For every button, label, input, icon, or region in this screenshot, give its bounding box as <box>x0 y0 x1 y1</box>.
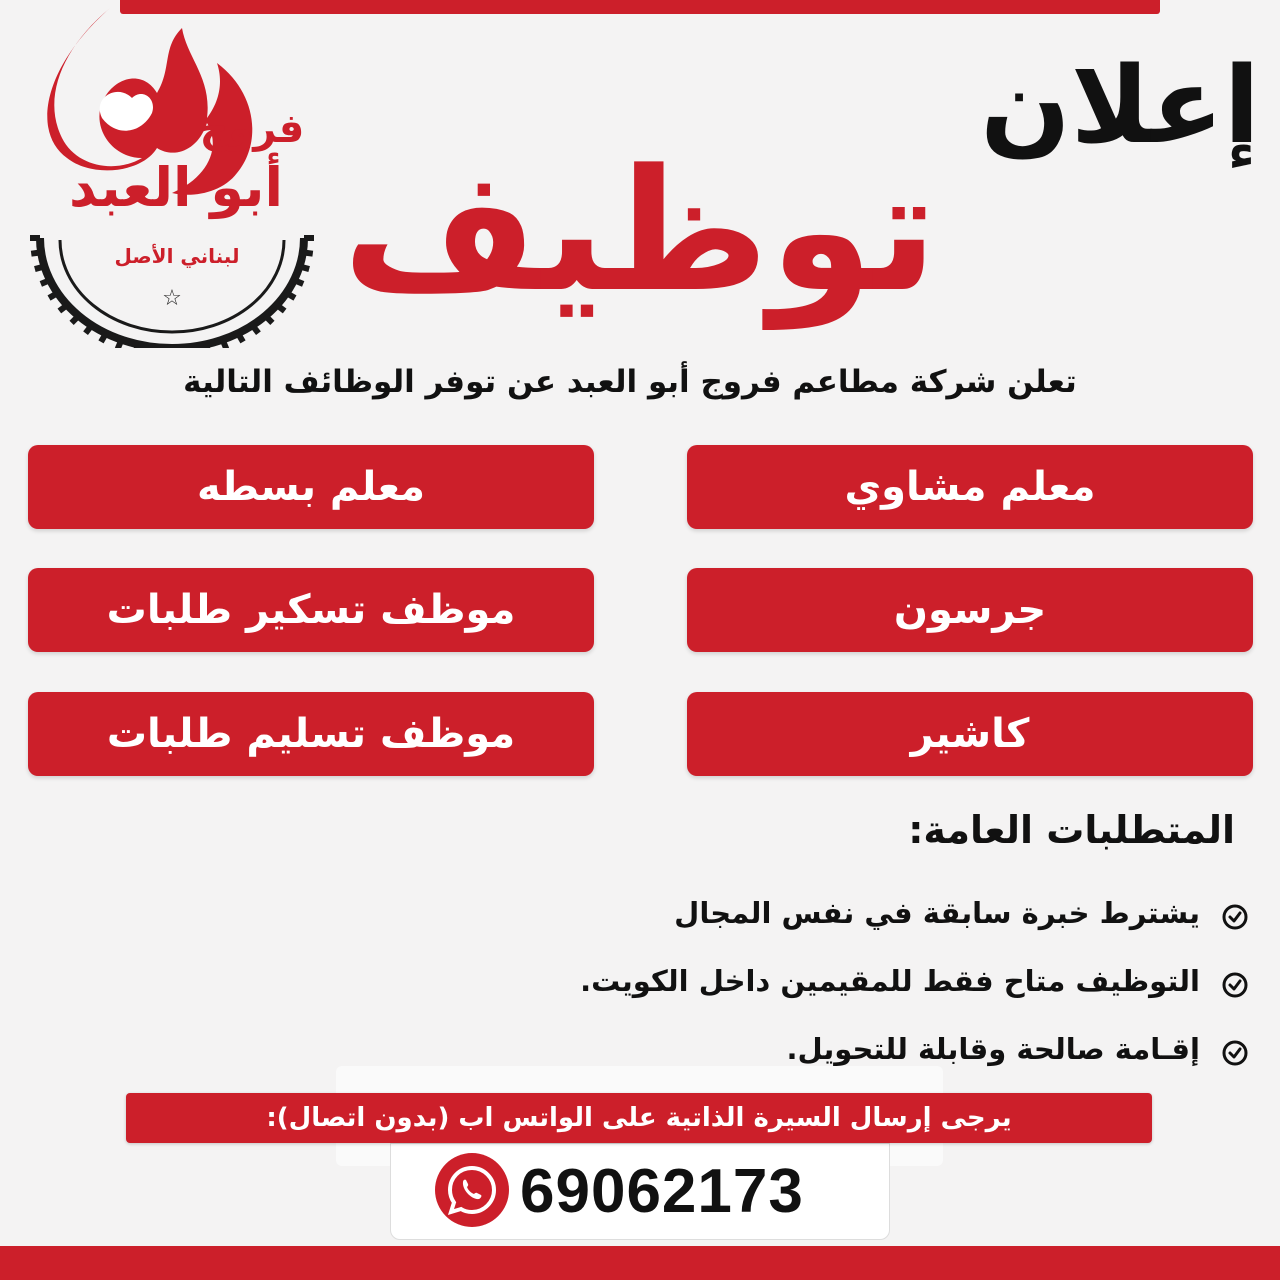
check-circle-icon <box>1222 1040 1248 1066</box>
gear-tooth <box>206 344 209 348</box>
job-order-delivery-staff: موظف تسليم طلبات <box>28 692 594 776</box>
gear-tooth <box>59 305 67 311</box>
gear-tooth <box>265 316 272 323</box>
logo-brand-top: فروج <box>199 106 305 152</box>
announcement-title: إعلان <box>980 44 1260 167</box>
star-icon: ☆ <box>162 286 182 311</box>
check-circle-icon <box>1222 972 1248 998</box>
logo-brand-name: أبو العبد <box>69 156 283 219</box>
phone-number[interactable]: 69062173 <box>520 1157 804 1226</box>
intro-text: تعلن شركة مطاعم فروج أبو العبد عن توفر الوظائف التالية <box>183 364 1077 400</box>
bottom-accent-bar <box>0 1246 1280 1280</box>
logo-tagline: لبناني الأصل <box>114 244 240 268</box>
gear-tooth <box>35 266 45 269</box>
requirement-item: يشترط خبرة سابقة في نفس المجال <box>674 896 1200 930</box>
whatsapp-icon[interactable] <box>434 1152 510 1228</box>
job-waiter: جرسون <box>687 568 1253 652</box>
hiring-title: توظيف <box>342 133 938 329</box>
gear-tooth <box>135 344 138 348</box>
requirement-item: التوظيف متاح فقط للمقيمين داخل الكويت. <box>580 964 1200 998</box>
requirements-heading: المتطلبات العامة: <box>908 808 1235 852</box>
gear-tooth <box>189 347 190 348</box>
gear-tooth <box>118 340 122 348</box>
job-grill-chef: معلم مشاوي <box>687 445 1253 529</box>
gear-tooth <box>72 316 79 323</box>
gear-tooth <box>31 252 41 253</box>
requirement-item: إقـامة صالحة وقابلة للتحويل. <box>786 1032 1200 1066</box>
gear-tooth <box>277 305 285 311</box>
job-order-closing-staff: موظف تسكير طلبات <box>28 568 594 652</box>
gear-tooth <box>153 347 154 348</box>
check-circle-icon <box>1222 904 1248 930</box>
gear-tooth <box>41 280 50 284</box>
gear-tooth <box>223 340 227 348</box>
job-cashier: كاشير <box>687 692 1253 776</box>
brand-logo <box>22 8 322 348</box>
cv-submission-banner: يرجى إرسال السيرة الذاتية على الواتس اب (بدون اتصال): <box>126 1093 1152 1143</box>
job-stall-chef: معلم بسطه <box>28 445 594 529</box>
